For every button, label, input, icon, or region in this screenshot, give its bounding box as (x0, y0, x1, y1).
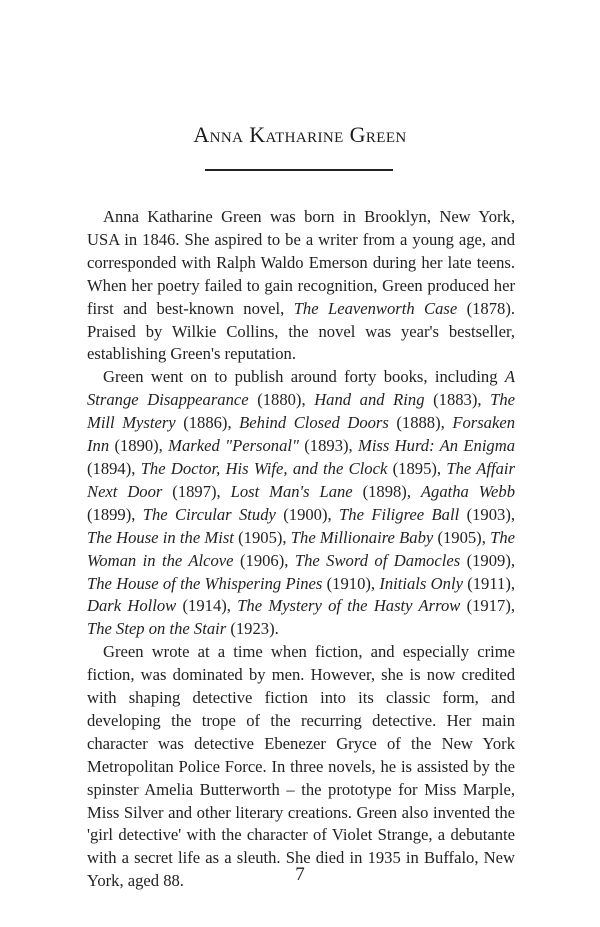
book-year: (1886), (175, 413, 240, 433)
book-title: Initials Only (379, 573, 463, 593)
book-title: The House of the Whispering Pines (87, 573, 323, 593)
paragraph-text: Green went on to publish around forty books, including (103, 367, 505, 387)
book-title: Behind Closed Doors (239, 413, 389, 433)
book-title: Hand and Ring (314, 390, 425, 410)
biography-text (87, 206, 515, 893)
book-year: (1888), (388, 413, 453, 433)
book-year: (1900), (275, 504, 340, 524)
book-title: The Millionaire Baby (290, 527, 434, 547)
book-year: (1903), (459, 504, 515, 524)
paragraph-text: Anna Katharine Green was born in Brooklyn, New York, USA in 1846. She aspired to be a writer from a young age, and corresponded with Ralph Waldo Emerson during her late teens. When her poetry failed to gain recognition, Green produced her first and best-known novel, (87, 207, 515, 318)
book-year: (1911), (462, 573, 516, 593)
book-title: The Mill Mystery (87, 390, 515, 433)
book-year: (1897), (162, 481, 231, 501)
book-year: (1917), (460, 596, 515, 616)
paragraph-birth (87, 206, 515, 366)
book-title: The Circular Study (142, 504, 276, 524)
book-year: (1905), (433, 527, 491, 547)
book-title: The Woman in the Alcove (87, 527, 515, 570)
book-title: Marked "Personal" (168, 436, 299, 456)
book-title: Agatha Webb (420, 481, 516, 501)
book-year: (1923). (226, 619, 279, 639)
paragraph-text: (1878). Praised by Wilkie Collins, the novel was year's bestseller, establishing Green's reputation. (87, 298, 515, 364)
book-title: The Filigree Ball (339, 504, 460, 524)
title-divider (205, 169, 393, 171)
book-year: (1895), (387, 458, 447, 478)
book-title: Miss Hurd: An Enigma (358, 436, 516, 456)
book-title: Lost Man's Lane (230, 481, 353, 501)
book-year: (1914), (176, 596, 238, 616)
book-title: Forsaken Inn (87, 413, 515, 456)
book-title: The Sword of Damocles (294, 550, 461, 570)
book-title: The Doctor, His Wife, and the Clock (140, 458, 388, 478)
book-year: (1906), (233, 550, 295, 570)
book-title: Dark Hollow (87, 596, 177, 616)
paragraph-works (87, 366, 515, 641)
book-title: The House in the Mist (87, 527, 234, 547)
book-year: (1899), (87, 504, 143, 524)
book-year: (1890), (109, 436, 169, 456)
book-year: (1905), (233, 527, 291, 547)
book-title: The Leavenworth Case (293, 298, 458, 318)
book-title: The Affair Next Door (87, 458, 515, 501)
book-year: (1909), (460, 550, 515, 570)
book-title: The Mystery of the Hasty Arrow (237, 596, 461, 616)
book-year: (1893), (298, 436, 358, 456)
book-year: (1880), (248, 390, 315, 410)
book-title: A Strange Disappearance (87, 367, 515, 410)
chapter-title: Anna Katharine Green (193, 122, 407, 147)
book-year: (1883), (424, 390, 491, 410)
book-year: (1910), (322, 573, 380, 593)
book-title: The Step on the Stair (87, 619, 227, 639)
paragraph-legacy: Green wrote at a time when fiction, and especially crime fiction, was dominated by men. However, she is now credited with shaping detective fiction into its classic form, and developing the trope of the recurring detective. Her main character was detective Ebenezer Gryce of the New York Metropolitan Police Force. In three novels, he is assisted by the spinster Amelia Butterworth – the prototype for Miss Marple, Miss Silver and other literary creations. Green also invented the 'girl detective' with the character of Violet Strange, a debutante with a secret life as a sleuth. She died in 1935 in Buffalo, New York, aged 88. (87, 642, 515, 891)
book-year: (1894), (87, 458, 141, 478)
page-number: 7 (295, 864, 305, 885)
book-year: (1898), (352, 481, 421, 501)
